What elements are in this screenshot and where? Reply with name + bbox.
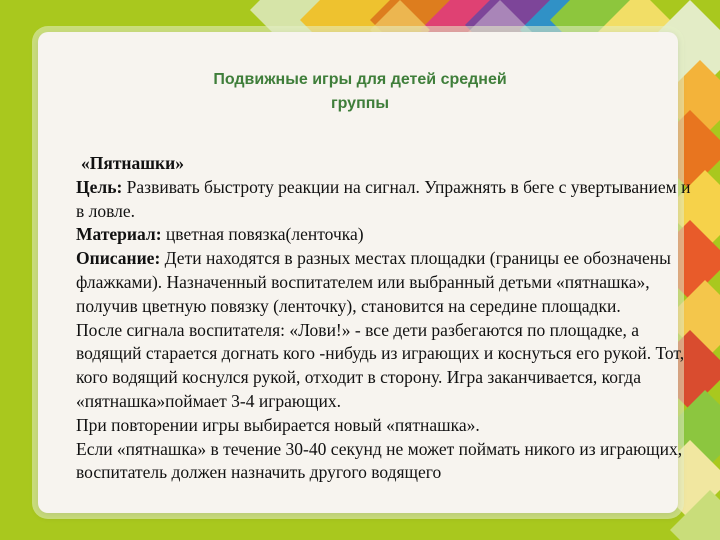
description-paragraph xyxy=(76,247,696,318)
slide-title-line2: группы xyxy=(330,95,390,112)
slide-title xyxy=(0,68,720,116)
goal-paragraph xyxy=(76,176,696,224)
signal-paragraph: После сигнала воспитателя: «Лови!» - все дети разбегаются по площадке, а водящий старается догнать кого -нибудь из играющих и коснуться его рукой. Тот, кого водящий коснулся рукой, отходит в сторону. Игра заканчивается, когда «пятнашка»поймает 3-4 играющих. xyxy=(76,319,685,411)
game-name: «Пятнашки» xyxy=(81,153,184,173)
goal-text: Развивать быстроту реакции на сигнал. Упражнять в беге с увертыванием и в ловле. xyxy=(76,176,691,221)
goal-label: Цель: xyxy=(76,176,123,197)
material-paragraph xyxy=(76,223,696,247)
material-text: цветная повязка(ленточка) xyxy=(161,224,364,245)
description-label: Описание: xyxy=(76,248,161,269)
repeat-paragraph: При повторении игры выбирается новый «пятнашка». xyxy=(76,414,480,435)
material-label: Материал: xyxy=(76,224,162,245)
timeout-paragraph: Если «пятнашка» в течение 30-40 секунд не может поймать никого из играющих, воспитатель должен назначить другого водящего xyxy=(76,438,683,483)
slide-title-line1: Подвижные игры для детей средней xyxy=(213,71,507,88)
description-text: Дети находятся в разных местах площадки (границы ее обозначены флажками). Назначенный воспитателем или выбранный детьми «пятнашка», получив цветную повязку (ленточку), становится на середине площадки. xyxy=(76,248,671,316)
slide-body xyxy=(76,152,696,485)
